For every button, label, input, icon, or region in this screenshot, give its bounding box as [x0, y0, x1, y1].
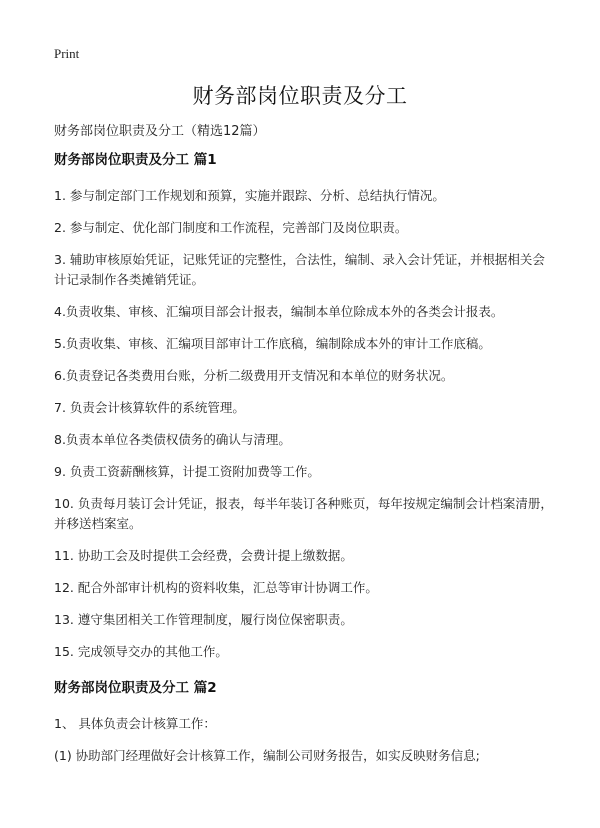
section-2	[54, 678, 554, 766]
section-heading: 财务部岗位职责及分工 篇2	[54, 680, 217, 696]
list-item: 15. 完成领导交办的其他工作。	[54, 644, 228, 659]
list-item: 3. 辅助审核原始凭证，记账凭证的完整性，合法性，编制、录入会计凭证，并根据相关会计记录制作各类摊销凭证。	[54, 252, 545, 287]
list-item: 10. 负责每月装订会计凭证，报表，每半年装订各种账页，每年按规定编制会计档案清册，并移送档案室。	[54, 496, 553, 531]
list-item: 13. 遵守集团相关工作管理制度，履行岗位保密职责。	[54, 612, 353, 627]
list-item: 1. 参与制定部门工作规划和预算，实施并跟踪、分析、总结执行情况。	[54, 188, 445, 203]
list-item: 9. 负责工资薪酬核算，计提工资附加费等工作。	[54, 464, 320, 479]
list-item: 12. 配合外部审计机构的资料收集，汇总等审计协调工作。	[54, 580, 378, 595]
section-1	[54, 150, 554, 662]
list-item: 8.负责本单位各类债权债务的确认与清理。	[54, 432, 291, 447]
page-title: 财务部岗位职责及分工	[192, 84, 408, 108]
list-item: 5.负责收集、审核、汇编项目部审计工作底稿，编制除成本外的审计工作底稿。	[54, 336, 491, 351]
section-heading: 财务部岗位职责及分工 篇1	[54, 152, 217, 168]
list-item: 2. 参与制定、优化部门制度和工作流程，完善部门及岗位职责。	[54, 220, 408, 235]
list-item: 7. 负责会计核算软件的系统管理。	[54, 400, 245, 415]
document-content	[54, 150, 554, 778]
document-subtitle: 财务部岗位职责及分工（精选12篇）	[54, 124, 266, 139]
list-item: (1) 协助部门经理做好会计核算工作，编制公司财务报告，如实反映财务信息;	[54, 748, 480, 763]
list-item: 4.负责收集、审核、汇编项目部会计报表，编制本单位除成本外的各类会计报表。	[54, 304, 504, 319]
list-item: 11. 协助工会及时提供工会经费，会费计提上缴数据。	[54, 548, 353, 563]
list-item: 6.负责登记各类费用台账，分析二级费用开支情况和本单位的财务状况。	[54, 368, 454, 383]
print-link[interactable]: Print	[54, 46, 80, 61]
list-item: 1、 具体负责会计核算工作：	[54, 716, 216, 731]
